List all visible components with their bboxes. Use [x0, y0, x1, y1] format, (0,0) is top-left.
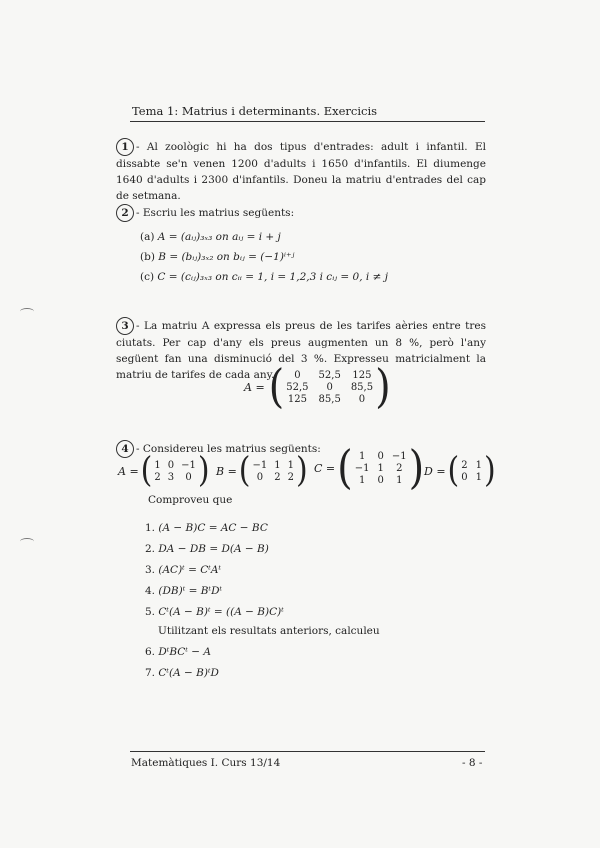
footer-page-number: - 8 -	[462, 757, 483, 769]
matrix-label: A =	[244, 380, 265, 394]
matrix-cell: −1	[391, 450, 407, 462]
matrix-label: B =	[216, 464, 237, 478]
item-label: (c)	[140, 271, 155, 283]
matrix-B	[216, 450, 308, 491]
item-number: 5.	[145, 606, 156, 618]
compute-item-7	[145, 667, 219, 679]
matrix-cell: 0	[377, 474, 384, 486]
matrix	[268, 360, 391, 414]
item-number: 4.	[145, 585, 156, 597]
matrix-cell: 1	[358, 474, 366, 486]
matrix-cell: 1	[475, 471, 483, 483]
matrix-A-prices	[244, 360, 391, 414]
item-expr: DA − DB = D(A − B)	[158, 543, 269, 555]
matrix-cell: 0	[326, 381, 333, 393]
matrix-cell: 0	[358, 393, 366, 405]
check-instruction: Comproveu que	[148, 494, 233, 506]
exercise-3: 3 - La matriu A expressa els preus de les tarifes aèries entre tres ciutats. Per cap d'any els preus augmenten un 8 %, però l'any següent fan una disminució del 3 %. Expresseu matricialment la matriu de tarifes de cada any.	[116, 317, 486, 383]
exercise-4: 4 - Considereu les matrius següents:	[116, 440, 471, 458]
matrix-cell: −1	[252, 459, 268, 471]
matrix-cell: 0	[294, 369, 301, 381]
matrix-cell: 2	[287, 471, 295, 483]
item-label: (a)	[140, 231, 155, 243]
exercise-2-item-c	[140, 271, 388, 283]
left-paren: (	[447, 450, 460, 491]
identity-item-4	[145, 585, 222, 597]
exercise-number: 2	[116, 204, 134, 222]
item-expr: C = (cᵢⱼ)₃ₓ₃ on cᵢᵢ = 1, i = 1,2,3 i cᵢⱼ = 0, i ≠ j	[157, 271, 388, 283]
matrix-A	[118, 450, 210, 491]
item-label: (b)	[140, 251, 155, 263]
matrix-label: C =	[314, 461, 336, 475]
left-paren: (	[238, 450, 251, 491]
item-expr: B = (bᵢⱼ)₃ₓ₂ on bᵢⱼ = (−1)ⁱ⁺ʲ	[158, 251, 295, 263]
matrix-cell: 52,5	[286, 381, 309, 393]
identity-item-3	[145, 564, 221, 576]
matrix-cell: 125	[287, 393, 307, 405]
using-instruction: Utilitzant els resultats anteriors, calculeu	[158, 625, 380, 637]
matrix-cell: 2	[274, 471, 281, 483]
compute-item-6	[145, 646, 211, 658]
matrix-cell: 3	[167, 471, 175, 483]
matrix	[447, 450, 496, 491]
right-paren: )	[408, 441, 425, 495]
matrix-cell: 125	[352, 369, 372, 381]
matrix-cell: 0	[256, 471, 264, 483]
matrix-cell: 0	[185, 471, 192, 483]
right-paren: )	[197, 450, 210, 491]
footer-rule	[130, 751, 485, 752]
identity-item-2	[145, 543, 269, 555]
item-number: 2.	[145, 543, 156, 555]
left-paren: (	[337, 441, 353, 495]
matrix-cell: 85,5	[350, 381, 374, 393]
matrix-grid	[251, 460, 297, 483]
matrix-cell: 1	[274, 459, 281, 471]
right-paren: )	[375, 360, 391, 414]
exercise-number: 4	[116, 440, 134, 458]
exercise-2-text: Escriu les matrius següents:	[142, 207, 295, 219]
matrix	[140, 450, 210, 491]
identity-item-5	[145, 606, 284, 618]
exercise-1: 1 - Al zoològic hi ha dos tipus d'entrades: adult i infantil. El dissabte se'n venen 1200 d'adults i 1650 d'infantils. El diumenge 1640 d'adults i 2300 d'infantils. Doneu la matriu d'entrades del cap de setmana.	[116, 138, 486, 204]
matrix-cell: 0	[461, 471, 468, 483]
exercise-2: 2 - Escriu les matrius següents:	[116, 204, 471, 222]
item-expr: DᵗBCᵗ − A	[158, 646, 211, 658]
matrix-grid	[284, 370, 375, 405]
punch-hole-mark	[20, 538, 34, 545]
item-expr: Cᵗ(A − B)ᵗD	[158, 667, 219, 679]
item-expr: (A − B)C = AC − BC	[158, 522, 268, 534]
item-expr: (AC)ᵗ = CᵗAᵗ	[158, 564, 222, 576]
matrix-cell: 1	[287, 459, 295, 471]
matrix-cell: 2	[396, 462, 403, 474]
matrix-label: D =	[424, 464, 446, 478]
matrix-cell: 1	[358, 450, 366, 462]
matrix-grid	[459, 460, 484, 483]
matrix-grid	[353, 451, 409, 486]
matrix-cell: 85,5	[318, 393, 341, 405]
item-expr: (DB)ᵗ = BᵗDᵗ	[158, 585, 223, 597]
item-number: 7.	[145, 667, 156, 679]
exercise-4-text: Considereu les matrius següents:	[142, 443, 321, 455]
punch-hole-mark	[20, 308, 34, 315]
item-number: 1.	[145, 522, 156, 534]
matrix-cell: −1	[354, 462, 370, 474]
exercise-2-item-a	[140, 231, 281, 243]
matrix-D	[424, 450, 496, 491]
identity-item-1	[145, 522, 268, 534]
left-paren: (	[268, 360, 285, 414]
item-number: 6.	[145, 646, 156, 658]
matrix-cell: 52,5	[318, 369, 341, 381]
matrix-cell: 1	[475, 459, 483, 471]
matrix-cell: 0	[377, 450, 384, 462]
right-paren: )	[484, 450, 496, 491]
matrix-C	[314, 441, 425, 495]
matrix-cell: 1	[154, 459, 161, 471]
item-number: 3.	[145, 564, 156, 576]
matrix-cell: −1	[181, 459, 196, 471]
item-expr: A = (aᵢⱼ)₃ₓ₃ on aᵢⱼ = i + j	[157, 231, 281, 243]
exercise-number: 3	[116, 317, 134, 335]
matrix	[238, 450, 308, 491]
exercise-2-item-b	[140, 251, 294, 263]
exercise-1-text: Al zoològic hi ha dos tipus d'entrades: adult i infantil. El dissabte se'n venen 1200 d'adults i 1650 d'infantils. El diumenge 1640 d'adults i 2300 d'infantils. Doneu la matriu d'entrades del cap de setmana.	[116, 141, 486, 202]
matrix-cell: 2	[461, 459, 468, 471]
matrix-grid	[152, 460, 198, 483]
exercise-3-text: La matriu A expressa els preus de les tarifes aèries entre tres ciutats. Per cap d'any els preus augmenten un 8 %, però l'any següent fan una disminució del 3 %. Expresseu matricialment la matriu de tarifes de cada any.	[116, 320, 487, 381]
matrix-cell: 0	[167, 459, 175, 471]
footer-course: Matemàtiques I. Curs 13/14	[131, 757, 281, 769]
item-expr: Cᵗ(A − B)ᵗ = ((A − B)C)ᵗ	[158, 606, 284, 618]
page-header-title: Tema 1: Matrius i determinants. Exercicis	[132, 104, 378, 118]
left-paren: (	[140, 450, 153, 491]
matrix-cell: 2	[154, 471, 161, 483]
matrix-label: A =	[118, 464, 139, 478]
right-paren: )	[296, 450, 308, 491]
matrix-cell: 1	[396, 474, 403, 486]
exercise-number: 1	[116, 138, 134, 156]
matrix-cell: 1	[377, 462, 384, 474]
header-rule	[130, 121, 485, 122]
matrix	[337, 441, 425, 495]
